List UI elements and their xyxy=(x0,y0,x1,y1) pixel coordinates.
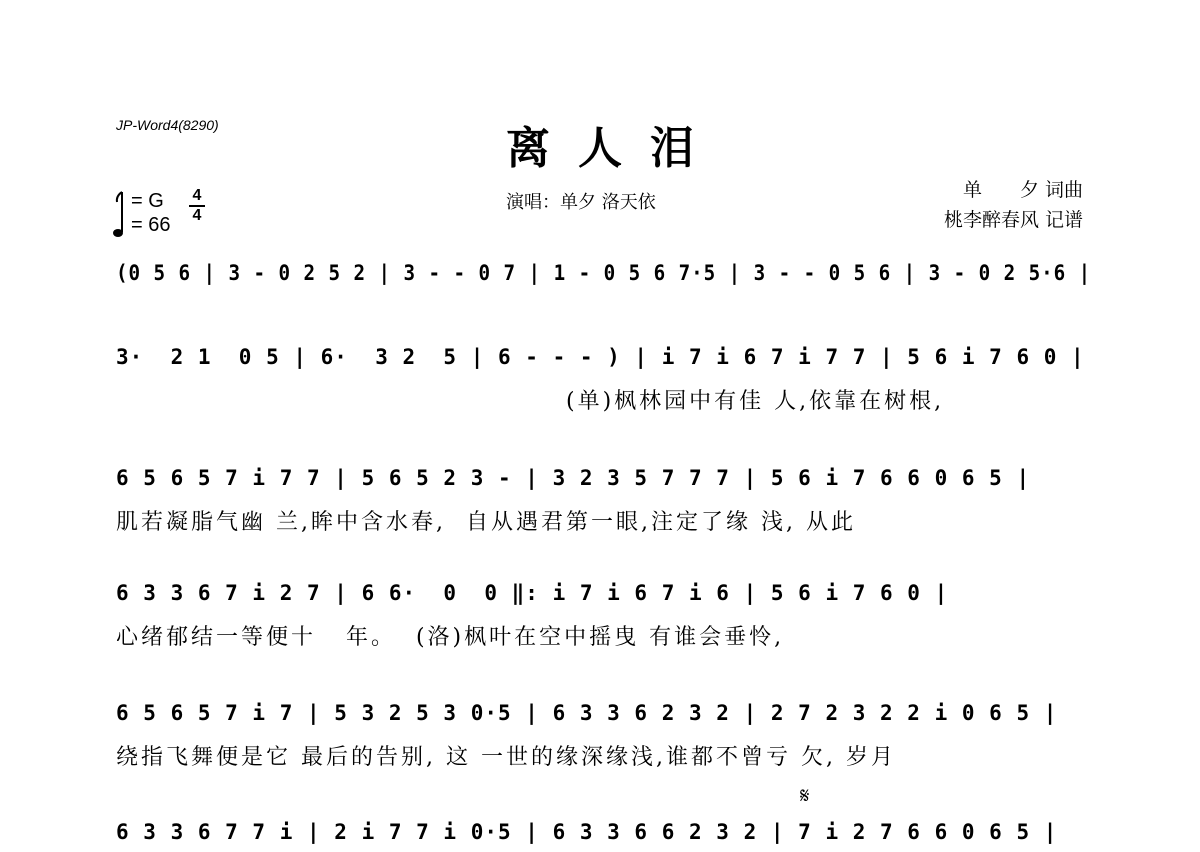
score-line-5 xyxy=(116,693,1091,733)
score-line-6 xyxy=(116,812,1091,852)
notation-line-4: 6 3 3 6 7 i 2 7 | 6 6· 0 0 ‖: i 7 i 6 7 i 6 | 5 6 i 7 6 0 | xyxy=(116,581,949,605)
time-signature-bottom: 4 xyxy=(192,207,202,224)
lyric-line-2: (单)枫林园中有佳 人,依靠在树根, xyxy=(566,389,945,414)
lyric-line-5: 绕指飞舞便是它 最后的告别, 这 一世的缘深缘浅,谁都不曾亏 欠, 岁月 xyxy=(116,745,896,770)
lyricist-credit: 单 夕 词曲 xyxy=(962,179,1083,201)
notation-line-2: 3· 2 1 0 5 | 6· 3 2 5 | 6 - - - ) | i 7 i 6 7 i 7 7 | 5 6 i 7 6 0 | xyxy=(116,345,1085,369)
lyric-line-4: 心绪郁结一等便十 年。 (洛)枫叶在空中摇曳 有谁会垂怜, xyxy=(116,625,785,650)
software-watermark: JP-Word4(8290) xyxy=(116,117,219,133)
notation-line-1: (0 5 6 | 3 - 0 2 5 2 | 3 - - 0 7 | 1 - 0 5 6 7·5 | 3 - - 0 5 6 | 3 - 0 2 5·6 | xyxy=(116,261,1092,285)
time-signature-top: 4 xyxy=(192,187,202,204)
song-title: 离人泪 xyxy=(506,123,722,174)
tempo-bpm: = 66 xyxy=(131,214,171,236)
notation-line-5: 6 5 6 5 7 i 7 | 5 3 2 5 3 0·5 | 6 3 3 6 2 3 2 | 2 7 2 3 2 2 i 0 6 5 | xyxy=(116,701,1058,725)
notation-line-3: 6 5 6 5 7 i 7 7 | 5 6 5 2 3 - | 3 2 3 5 7 7 7 | 5 6 i 7 6 6 0 6 5 | xyxy=(116,466,1031,490)
notation-line-6: 6 3 3 6 7 7 i | 2 i 7 7 i 0·5 | 6 3 3 6 6 2 3 2 | 7 i 2 7 6 6 0 6 5 | xyxy=(116,820,1058,844)
singer-credit: 演唱：单夕 洛天依 xyxy=(506,192,656,213)
lyric-line-3: 肌若凝脂气幽 兰,眸中含水春, 自从遇君第一眼,注定了缘 浅, 从此 xyxy=(116,510,856,535)
time-signature xyxy=(189,188,205,224)
key-signature: = G xyxy=(131,190,164,212)
score-line-1 xyxy=(116,253,1091,293)
score-line-3 xyxy=(116,458,1091,498)
tempo-marking xyxy=(113,187,213,240)
score-line-2 xyxy=(116,337,1091,377)
segno-mark: 𝄋 xyxy=(800,784,810,809)
score-line-4 xyxy=(116,573,1091,613)
quarter-note-icon xyxy=(113,190,127,240)
transcriber-credit: 桃李醉春风 记谱 xyxy=(943,209,1083,231)
